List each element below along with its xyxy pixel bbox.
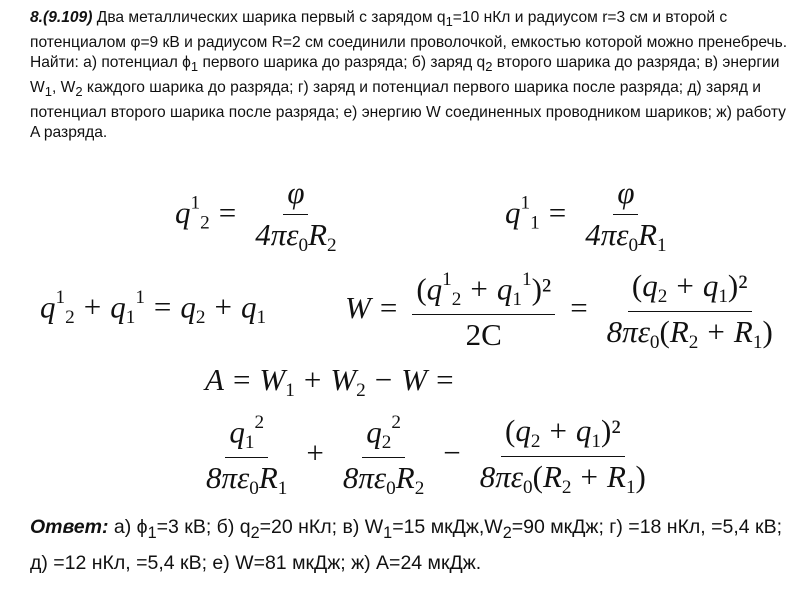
- problem-number: 8.(9.109): [30, 9, 93, 26]
- denominator: 4πε0R2: [255, 216, 337, 256]
- subscript: 2: [200, 212, 210, 234]
- superscript: 1: [520, 192, 531, 214]
- answer-label: Ответ:: [30, 516, 109, 538]
- fraction: $\frac{\text{(q2 + q1)²}}{8\pi\varepsilon 0(R2 + R1)}$: [606, 268, 773, 353]
- symbol: q: [505, 194, 521, 230]
- formula-work-expansion: $\frac{q1^2}{8\pi\varepsilon 0R1}$ + $\frac{q2^2}{8\pi\varepsilon 0R2}$ − $\frac{\text{(q2 + q1)²}}{8\pi\varepsilon 0(R2 + R1)}$: [196, 412, 656, 500]
- symbol: q: [175, 194, 191, 230]
- problem-text: второго шарика до разряда; в) энергии W: [30, 54, 780, 96]
- problem-text: Два металлических шарика первый с зарядом q: [92, 9, 446, 26]
- subscript: 1: [445, 14, 453, 30]
- subscript: 1: [44, 84, 52, 100]
- fraction: $\frac{q1^2}{8\pi\varepsilon 0R1}$: [206, 412, 288, 500]
- fraction: [581, 175, 670, 257]
- subscript: 1: [383, 523, 393, 542]
- formula-charge-conservation: $q^12 + q1^1 = q2 + q1$: [40, 287, 267, 329]
- operator: =: [548, 194, 567, 230]
- subscript: 1: [147, 523, 157, 542]
- problem-text: первого шарика до разряда; б) заряд q: [198, 54, 486, 72]
- formula-work-a: A = W1 + W2 − W =: [205, 362, 454, 401]
- subscript: 2: [75, 84, 83, 100]
- superscript: 1: [190, 192, 201, 214]
- fraction: $\frac{q2^2}{8\pi\varepsilon 0R2}$: [342, 412, 425, 500]
- subscript: 1: [190, 59, 199, 75]
- subscript: 1: [530, 212, 540, 234]
- fraction: [251, 175, 340, 257]
- answer-text: =90 мкДж; г) =18 нКл, =5,4 кВ; д) =12 нКл, =5,4 кВ; е) W=81 мкДж; ж) A=24 мкДж.: [30, 516, 783, 574]
- fraction: $\frac{(q^12 + q1^1)^2}{2C}$: [412, 269, 555, 353]
- answer-text: =20 нКл; в) W: [259, 516, 384, 538]
- numerator: φ: [283, 175, 308, 215]
- subscript: 2: [502, 523, 512, 542]
- operator: =: [218, 194, 237, 230]
- answer-text: =15 мкДж,W: [392, 516, 503, 538]
- problem-statement: [30, 8, 790, 144]
- fraction: $\frac{\text{(q2 + q1)²}}{8\pi\varepsilon 0(R2 + R1)}$: [479, 413, 646, 498]
- formula-q2-prime: [175, 175, 347, 257]
- problem-text: , W: [51, 79, 76, 96]
- subscript: 2: [250, 523, 260, 542]
- formula-energy-w: W = $\frac{(q^12 + q1^1)^2}{2C}$ = $\frac{\text{(q2 + q1)²}}{8\pi\varepsilon 0(R2 + R1)}$: [345, 268, 783, 354]
- subscript: 2: [485, 59, 493, 75]
- formula-q1-prime: [505, 175, 677, 257]
- denominator: 4πε0R1: [585, 216, 667, 256]
- answer: [30, 512, 792, 578]
- answer-text: =3 кВ; б) q: [156, 516, 251, 538]
- problem-text: каждого шарика до разряда; г) заряд и потенциал первого шарика после разряда; д) заряд и потенциал второго шарика после разряда; е) энергию W соединенных проводником шариков; ж) работу A разряда.: [30, 79, 786, 142]
- answer-text: а) ϕ: [108, 516, 148, 538]
- problem-text: =10 нКл и радиусом r=3 см и второй с потенциалом φ=9 кВ и радиусом R=2 см соединили проволочкой, емкостью которой можно пренебречь. Найти: а) потенциал ϕ: [30, 9, 788, 72]
- numerator: φ: [613, 175, 638, 215]
